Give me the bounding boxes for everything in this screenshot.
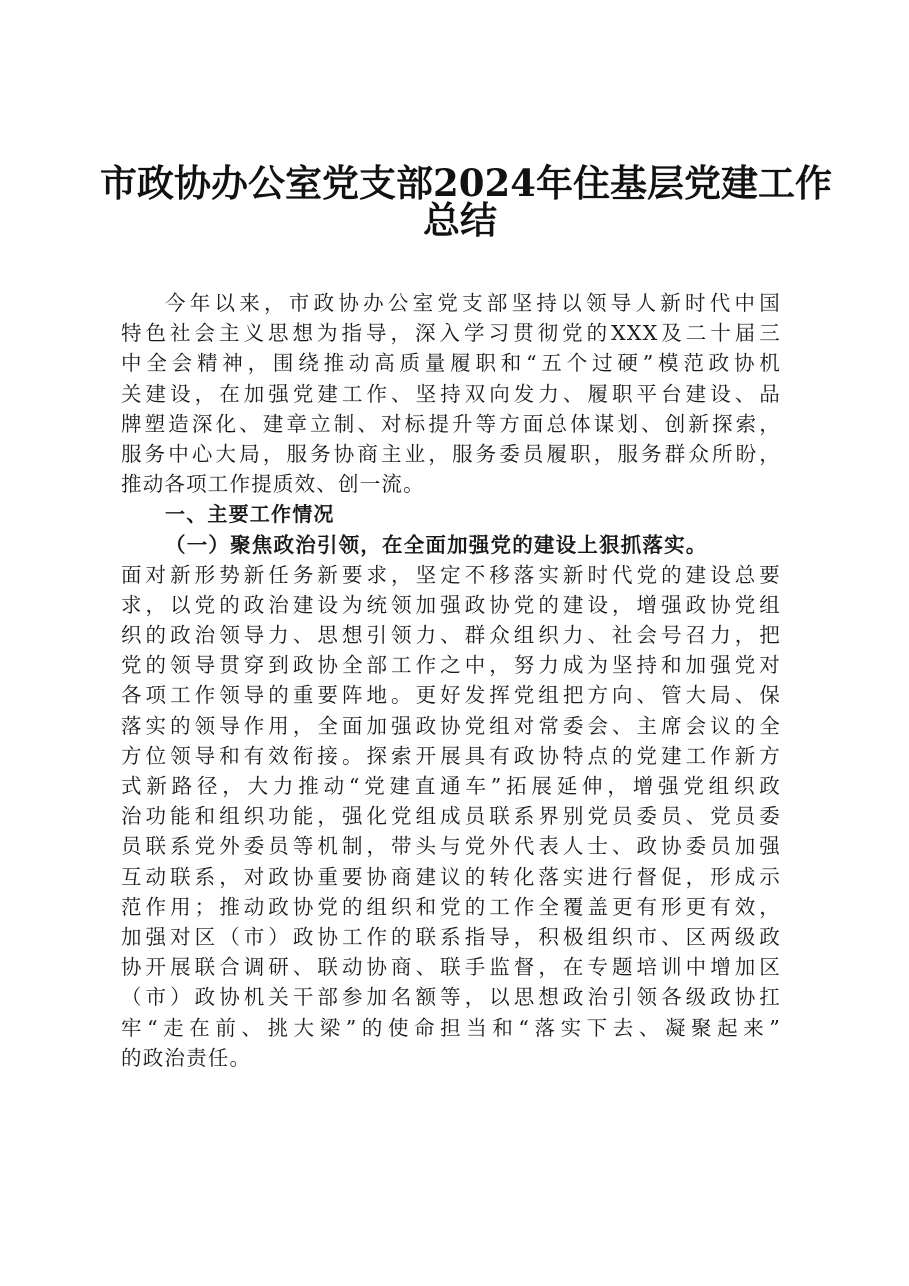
paragraph-line: 的政治责任。 — [121, 1045, 252, 1070]
paragraph-line: 求，以党的政治建设为统领加强政协党的建设，增强政协党组 — [121, 592, 781, 617]
paragraph-line: 面对新形势新任务新要求，坚定不移落实新时代党的建设总要 — [121, 562, 781, 587]
paragraph-line: 员联系党外委员等机制，带头与党外代表人士、政协委员加强 — [121, 834, 781, 859]
intro-line: 牌塑造深化、建章立制、对标提升等方面总体谋划、创新探索， — [121, 411, 781, 436]
intro-line: 服务中心大局，服务协商主业，服务委员履职，服务群众所盼， — [121, 441, 781, 466]
intro-line: 特色社会主义思想为指导，深入学习贯彻党的XXX及二十届三 — [121, 321, 781, 346]
intro-line: 中全会精神，围绕推动高质量履职和“五个过硬”模范政协机 — [121, 351, 781, 376]
paragraph-line: 牢“走在前、挑大梁”的使命担当和“落实下去、凝聚起来” — [121, 1015, 781, 1040]
intro-line: 今年以来，市政协办公室党支部坚持以领导人新时代中国 — [165, 291, 781, 315]
intro-line: 关建设，在加强党建工作、坚持双向发力、履职平台建设、品 — [121, 381, 781, 406]
document-title-line-1: 市政协办公室党支部2024年住基层党建工作 — [100, 161, 832, 205]
paragraph-line: 落实的领导作用，全面加强政协党组对常委会、主席会议的全 — [121, 713, 781, 738]
paragraph-line: 方位领导和有效衔接。探索开展具有政协特点的党建工作新方 — [121, 743, 781, 768]
section-heading: 一、主要工作情况 — [165, 502, 335, 527]
paragraph-line: 协开展联合调研、联动协商、联手监督，在专题培训中增加区 — [121, 955, 781, 980]
paragraph-line: 加强对区（市）政协工作的联系指导，积极组织市、区两级政 — [121, 924, 781, 949]
paragraph-line: （市）政协机关干部参加名额等，以思想政治引领各级政协扛 — [121, 985, 781, 1010]
paragraph-line: 各项工作领导的重要阵地。更好发挥党组把方向、管大局、保 — [121, 683, 781, 708]
subsection-heading: （一）聚焦政治引领，在全面加强党的建设上狠抓落实。 — [165, 532, 708, 557]
paragraph-line: 互动联系，对政协重要协商建议的转化落实进行督促，形成示 — [121, 864, 781, 889]
paragraph-line: 党的领导贯穿到政协全部工作之中，努力成为坚持和加强党对 — [121, 653, 781, 678]
intro-line: 推动各项工作提质效、创一流。 — [121, 472, 425, 497]
paragraph-line: 织的政治领导力、思想引领力、群众组织力、社会号召力，把 — [121, 623, 781, 648]
paragraph-line: 范作用；推动政协党的组织和党的工作全覆盖更有形更有效， — [121, 894, 781, 919]
paragraph-line: 式新路径，大力推动“党建直通车”拓展延伸，增强党组织政 — [121, 774, 781, 798]
paragraph-line: 治功能和组织功能，强化党组成员联系界别党员委员、党员委 — [121, 804, 781, 829]
document-title-line-2: 总结 — [423, 198, 497, 242]
document-body — [121, 288, 781, 1073]
